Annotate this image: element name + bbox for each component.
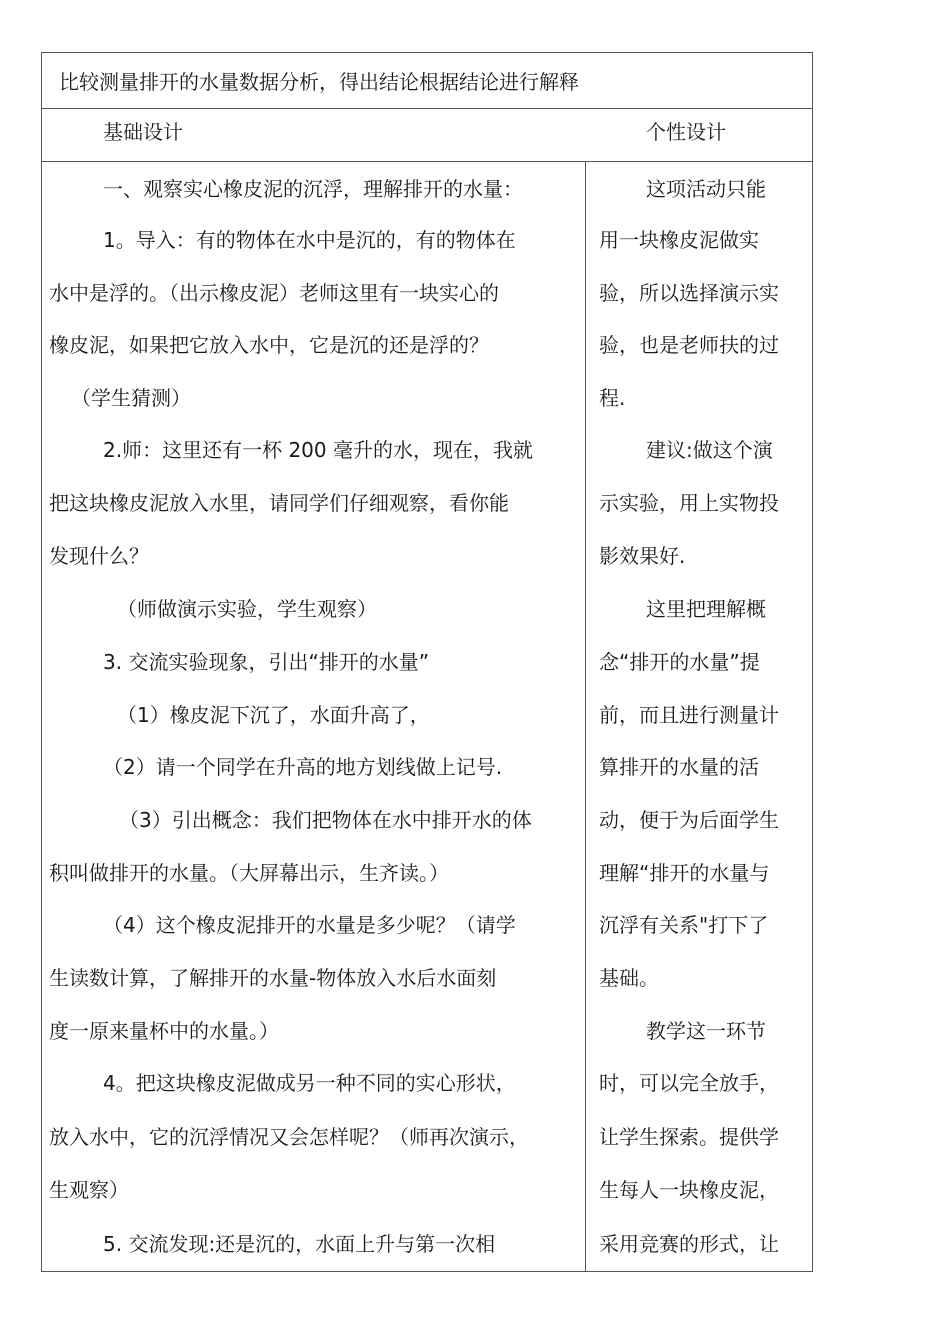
personal-line: 沉浮有关系"打下了 [599, 913, 769, 937]
personal-line: 示实验，用上实物投 [599, 491, 779, 515]
personal-line: 采用竞赛的形式，让 [599, 1232, 779, 1256]
personal-line: 这项活动只能 [646, 177, 766, 201]
basic-line: （2）请一个同学在升高的地方划线做上记号. [103, 755, 503, 779]
basic-line: 度一原来量杯中的水量。） [49, 1019, 279, 1043]
personal-line: 验，也是老师扶的过 [599, 333, 779, 357]
basic-line: 发现什么？ [49, 544, 149, 568]
personal-line: 用一块橡皮泥做实 [599, 228, 759, 252]
title-row-divider [42, 108, 812, 109]
table-title: 比较测量排开的水量数据分析，得出结论根据结论进行解释 [59, 70, 579, 94]
personal-line: 教学这一环节 [646, 1019, 766, 1043]
personal-line: 影效果好. [599, 544, 686, 568]
header-personal-design: 个性设计 [646, 120, 726, 144]
personal-line: 建议:做这个演 [646, 438, 773, 462]
basic-line: 放入水中，它的沉浮情况又会怎样呢？（师再次演示， [49, 1125, 529, 1149]
basic-line: （师做演示实验，学生观察） [117, 597, 377, 621]
basic-line: 3. 交流实验现象，引出“排开的水量” [103, 650, 430, 674]
basic-line: 生观察） [49, 1178, 129, 1202]
personal-line: 验，所以选择演示实 [599, 281, 779, 305]
basic-line: 生读数计算，了解排开的水量-物体放入水后水面刻 [49, 966, 497, 990]
column-divider [585, 161, 586, 1271]
basic-line: 把这块橡皮泥放入水里，请同学们仔细观察，看你能 [49, 491, 509, 515]
header-basic-design: 基础设计 [103, 120, 183, 144]
personal-line: 算排开的水量的活 [599, 755, 759, 779]
personal-line: 生每人一块橡皮泥， [599, 1178, 779, 1202]
personal-line: 动，便于为后面学生 [599, 808, 779, 832]
personal-line: 念“排开的水量”提 [599, 650, 760, 674]
personal-line: 程. [599, 386, 626, 410]
basic-line: （3）引出概念：我们把物体在水中排开水的体 [119, 808, 532, 832]
personal-line: 这里把理解概 [646, 597, 766, 621]
basic-line: 积叫做排开的水量。（大屏幕出示，生齐读。） [49, 861, 449, 885]
basic-line: 橡皮泥，如果把它放入水中，它是沉的还是浮的？ [49, 333, 489, 357]
basic-line: （学生猜测） [71, 386, 191, 410]
personal-line: 前，而且进行测量计 [599, 703, 779, 727]
personal-line: 基础。 [599, 966, 659, 990]
basic-line: （1）橡皮泥下沉了，水面升高了， [117, 703, 430, 727]
header-row-divider [42, 161, 812, 162]
basic-line: 水中是浮的。（出示橡皮泥）老师这里有一块实心的 [49, 281, 499, 305]
personal-line: 时，可以完全放手， [599, 1071, 779, 1095]
basic-line: 5. 交流发现:还是沉的，水面上升与第一次相 [103, 1232, 496, 1256]
basic-line: 1。导入：有的物体在水中是沉的，有的物体在 [103, 228, 516, 252]
basic-line: 一、观察实心橡皮泥的沉浮，理解排开的水量： [103, 177, 523, 201]
basic-line: 2.师：这里还有一杯 200 毫升的水，现在，我就 [103, 438, 533, 462]
personal-line: 让学生探索。提供学 [599, 1125, 779, 1149]
basic-line: 4。把这块橡皮泥做成另一种不同的实心形状， [103, 1071, 516, 1095]
basic-line: （4）这个橡皮泥排开的水量是多少呢？（请学 [103, 913, 516, 937]
personal-line: 理解“排开的水量与 [599, 861, 770, 885]
